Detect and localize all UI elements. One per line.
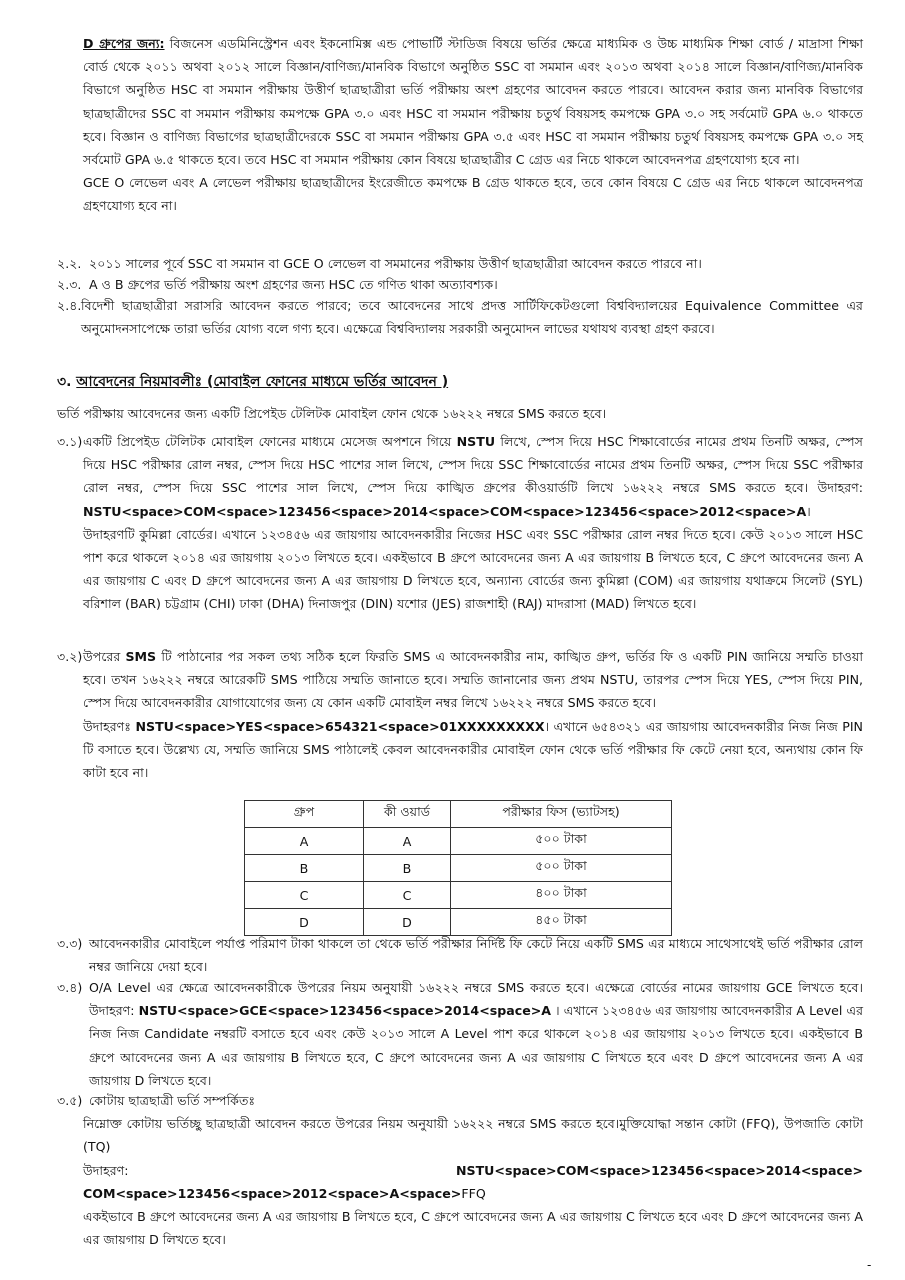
item-3-1-number: ৩.১)	[57, 434, 83, 449]
item-3-3-number: ৩.৩)	[57, 936, 83, 951]
fee-amount-cell: ৫০০ টাকা	[451, 855, 672, 882]
fee-group-cell: D	[245, 909, 364, 936]
item-3-2-example-label: উদাহরণঃ	[83, 718, 136, 734]
item-2-3-text: A ও B গ্রুপের ভর্তি পরীক্ষায় অংশ গ্রহণের জন্য HSC তে গণিত থাকা অত্যাবশ্যক।	[89, 277, 498, 292]
page-mark: -	[867, 1258, 872, 1272]
item-3-4-number: ৩.৪)	[57, 980, 83, 995]
item-3-5-example: NSTU<space>COM<space>123456<space>2014<space> COM<space>123456<space>2012<space>A<space>	[83, 1162, 863, 1201]
section-3-intro	[57, 402, 863, 425]
item-3-2-text-b: টি পাঠানোর পর সকল তথ্য সঠিক হলে ফিরতি SMS এ আবেদনকারীর নাম, কাঙ্খিত গ্রুপ, ভর্তির ফি ও একটি PIN জানিয়ে সম্মতি চাওয়া হবে। তখন ১৬২২২ নম্বরে আরেকটি SMS পাঠিয়ে সম্মতি জানাতে হবে। সম্মতি জানানোর জন্য প্রথম NSTU, তারপর স্পেস দিয়ে YES, স্পেস দিয়ে PIN, স্পেস দিয়ে আবেদনকারীর যোগাযোগের জন্য যে কোন একটি মোবাইল নম্বর লিখে ১৬২২২ নম্বরে SMS করতে হবে।	[83, 649, 863, 711]
item-3-2-text-a: উপরের	[83, 649, 126, 664]
item-3-3-text: আবেদনকারীর মোবাইলে পর্যাপ্ত পরিমাণ টাকা থাকলে তা থেকে ভর্তি পরীক্ষার নির্দিষ্ট ফি কেটে নিয়ে একটি SMS এর মাধ্যমে সাথেসাথেই ভর্তি পরীক্ষার রোল নম্বর জানিয়ে দেয়া হবে।	[89, 936, 863, 975]
item-3-2-text-c: । এখানে ৬৫৪৩২১ এর জায়গায় আবেদনকারীর নিজ নিজ PIN টি বসাতে হবে। উল্লেখ্য যে, সম্মতি জানিয়ে SMS পাঠালেই কেবল আবেদনকারীর মোবাইল ফোন থেকে ভর্তি পরীক্ষার ফি কেটে নেয়া হবে, অন্যথায় কোন ফি কাটা হবে না।	[83, 718, 863, 781]
fee-amount-cell: ৪৫০ টাকা	[451, 909, 672, 936]
section-3-number: ৩.	[57, 374, 72, 390]
item-2-3-number: ২.৩.	[57, 277, 82, 292]
table-row	[245, 828, 672, 855]
fee-amount-cell: ৪০০ টাকা	[451, 882, 672, 909]
item-3-3	[57, 932, 863, 978]
item-2-3	[57, 273, 863, 296]
item-3-1-example: NSTU<space>COM<space>123456<space>2014<space>COM<space>123456<space>2012<space>A	[83, 503, 807, 519]
item-3-1-nstu: NSTU	[456, 434, 496, 449]
item-2-2-text: ২০১১ সালের পূর্বে SSC বা সমমান বা GCE O লেভেল বা সমমানের পরীক্ষায় উত্তীর্ণ ছাত্রছাত্রীরা আবেদন করতে পারবে না।	[89, 256, 702, 271]
fee-amount-cell: ৫০০ টাকা	[451, 828, 672, 855]
item-3-2	[57, 645, 863, 784]
item-3-5-title: কোটায় ছাত্রছাত্রী ভর্তি সম্পর্কিতঃ	[89, 1093, 256, 1108]
item-3-1-text-a: একটি প্রিপেইড টেলিটক মোবাইল ফোনের মাধ্যমে মেসেজ অপশনে গিয়ে	[83, 434, 457, 449]
fee-table-header-fee: পরীক্ষার ফিস (ভ্যাটসহ)	[451, 801, 672, 828]
fee-table-header-keyword: কী ওয়ার্ড	[364, 801, 451, 828]
item-3-5	[57, 1089, 863, 1251]
item-3-2-number: ৩.২)	[57, 649, 83, 664]
item-3-5-example-label: উদাহরণ:	[83, 1162, 456, 1178]
item-2-4-text: বিদেশী ছাত্রছাত্রীরা সরাসরি আবেদন করতে পারবে; তবে আবেদনের সাথে প্রদত্ত সার্টিফিকেটগুলো বিশ্ববিদ্যালয়ের Equivalence Committee এর অনুমোদনসাপেক্ষে তারা ভর্তির যোগ্য বলে গণ্য হবে। এক্ষেত্রে বিশ্ববিদ্যালয় সরকারী অনুমোদন লাভের যথাযথ ব্যবস্থা গ্রহণ করবে।	[81, 298, 863, 337]
item-3-5-example-tail: FFQ	[461, 1185, 486, 1201]
section-3-heading	[57, 369, 448, 395]
item-3-1-text-b: লিখে, স্পেস দিয়ে HSC শিক্ষাবোর্ডের নামের প্রথম তিনটি অক্ষর, স্পেস দিয়ে HSC পরীক্ষার রোল নম্বর, স্পেস দিয়ে HSC পাশের সাল লিখে, স্পেস দিয়ে SSC শিক্ষাবোর্ডের নামের প্রথম তিনটি অক্ষর, স্পেস দিয়ে SSC পরীক্ষার রোল নম্বর, স্পেস দিয়ে SSC পাশের সাল লিখে, স্পেস দিয়ে কাঙ্খিত গ্রুপের কীওয়ার্ডটি লিখে ১৬২২২ নম্বরে SMS করতে হবে। উদাহরণ:	[83, 434, 863, 496]
fee-table	[244, 800, 672, 936]
fee-table-header-row	[245, 801, 672, 828]
item-3-1	[57, 430, 863, 616]
fee-table-header-group: গ্রুপ	[245, 801, 364, 828]
item-3-4	[57, 976, 863, 1092]
item-2-2	[57, 252, 863, 275]
group-d-paragraph	[83, 32, 863, 218]
item-3-2-example: NSTU<space>YES<space>654321<space>01XXXXXXXXX	[135, 718, 545, 734]
item-2-4	[57, 294, 863, 340]
group-d-label: D গ্রুপের জন্য:	[83, 36, 165, 51]
item-3-5-text-1: নিম্নোক্ত কোটায় ভর্তিচ্ছু ছাত্রছাত্রী আবেদন করতে উপরের নিয়ম অনুযায়ী ১৬২২২ নম্বরে SMS করতে হবে।মুক্তিযোদ্ধা সন্তান কোটা (FFQ), উপজাতি কোটা (TQ)	[83, 1116, 863, 1155]
fee-keyword-cell: D	[364, 909, 451, 936]
item-2-2-number: ২.২.	[57, 256, 82, 271]
item-3-1-text-c: । উদাহরণটি কুমিল্লা বোর্ডের। এখানে ১২৩৪৫৬ এর জায়গায় আবেদনকারীর নিজের HSC এবং SSC পরীক্ষার রোল নম্বর দিতে হবে। কেউ ২০১৩ সালে HSC পাশ করে থাকলে ২০১৪ এর জায়গায় ২০১৩ লিখতে হবে। একইভাবে B গ্রুপে আবেদনের জন্য A এর জায়গায় B লিখতে হবে, C গ্রুপে আবেদনের জন্য A এর জায়গায় C এবং D গ্রুপে আবেদনের জন্য A এর জায়গায় D লিখতে হবে, অন্যান্য বোর্ডের জন্য কুমিল্লা (COM) এর জায়গায় যথাক্রমে সিলেট (SYL) বরিশাল (BAR) চট্টগ্রাম (CHI) ঢাকা (DHA) দিনাজপুর (DIN) যশোর (JES) রাজশাহী (RAJ) মাদরাসা (MAD) লিখতে হবে।	[83, 503, 863, 612]
item-3-4-text-a: O/A Level এর ক্ষেত্রে আবেদনকারীকে উপরের নিয়ম অনুযায়ী ১৬২২২ নম্বরে SMS করতে হবে। এক্ষেত্রে বোর্ডের নামের জায়গায় GCE লিখতে হবে। উদাহরণ:	[89, 980, 863, 1019]
group-d-gce-text: GCE O লেভেল এবং A লেভেল পরীক্ষায় ছাত্রছাত্রীদের ইংরেজীতে কমপক্ষে B গ্রেড থাকতে হবে, তবে কোন বিষয়ে C গ্রেড এর নিচে থাকলে আবেদনপত্র গ্রহণযোগ্য হবে না।	[83, 175, 863, 214]
section-3-intro-text: ভর্তি পরীক্ষায় আবেদনের জন্য একটি প্রিপেইড টেলিটক মোবাইল ফোন থেকে ১৬২২২ নম্বরে SMS করতে হবে।	[57, 406, 607, 421]
item-3-5-number: ৩.৫)	[57, 1093, 83, 1108]
fee-group-cell: A	[245, 828, 364, 855]
fee-keyword-cell: A	[364, 828, 451, 855]
fee-group-cell: C	[245, 882, 364, 909]
fee-keyword-cell: B	[364, 855, 451, 882]
item-3-4-text-b: । এখানে ১২৩৪৫৬ এর জায়গায় আবেদনকারীর A Level এর নিজ নিজ Candidate নম্বরটি বসাতে হবে এবং কেউ ২০১৩ সালে A Level পাশ করে থাকলে ২০১৪ এর জায়গায় ২০১৩ লিখতে হবে। একইভাবে B গ্রুপে আবেদনের জন্য A এর জায়গায় B লিখতে হবে, C গ্রুপে আবেদনের জন্য A এর জায়গায় C লিখতে হবে এবং D গ্রুপে আবেদনের জন্য A এর জায়গায় D লিখতে হবে।	[89, 1003, 864, 1088]
item-2-4-number: ২.৪.	[57, 298, 82, 313]
table-row	[245, 855, 672, 882]
fee-keyword-cell: C	[364, 882, 451, 909]
section-3-title: আবেদনের নিয়মাবলীঃ (মোবাইল ফোনের মাধ্যমে ভর্তির আবেদন )	[76, 374, 449, 390]
fee-group-cell: B	[245, 855, 364, 882]
group-d-text: বিজনেস এডমিনিস্ট্রেশন এবং ইকনোমিক্স এন্ড পোভার্টি স্টাডিজ বিষয়ে ভর্তির ক্ষেত্রে মাধ্যমিক ও উচ্চ মাধ্যমিক শিক্ষা বোর্ড / মাদ্রাসা শিক্ষা বোর্ড থেকে ২০১১ অথবা ২০১২ সালে বিজ্ঞান/বাণিজ্য/মানবিক বিভাগে অনুষ্ঠিত SSC বা সমমান এবং ২০১৩ অথবা ২০১৪ সালে বিজ্ঞান/বাণিজ্য/মানবিক বিভাগে অনুষ্ঠিত HSC বা সমমান পরীক্ষায় উত্তীর্ণ ছাত্রছাত্রীরা ভর্তি পরীক্ষায় অংশ গ্রহণের আবেদন করতে পারবে। আবেদন করার জন্য মানবিক বিভাগের ছাত্রছাত্রীদের SSC বা সমমান পরীক্ষায় কমপক্ষে GPA ৩.০ এবং HSC বা সমমান পরীক্ষায় চতুর্থ বিষয়সহ কমপক্ষে GPA ৩.০ সহ সর্বমোট GPA ৬.০ থাকতে হবে। বিজ্ঞান ও বাণিজ্য বিভাগের ছাত্রছাত্রীদেরকে SSC বা সমমান পরীক্ষায় GPA ৩.৫ এবং HSC বা সমমান পরীক্ষায় চতুর্থ বিষয়সহ কমপক্ষে GPA ৩.০ সহ সর্বমোট GPA ৬.৫ থাকতে হবে। তবে HSC বা সমমান পরীক্ষায় কোন বিষয়ে ছাত্রছাত্রীর C গ্রেড এর নিচে থাকলে আবেদনপত্র গ্রহণযোগ্য হবে না।	[83, 36, 863, 168]
item-3-4-example: NSTU<space>GCE<space>123456<space>2014<space>A	[138, 1003, 552, 1019]
item-3-5-text-2: একইভাবে B গ্রুপে আবেদনের জন্য A এর জায়গায় B লিখতে হবে, C গ্রুপে আবেদনের জন্য A এর জায়গায় C লিখতে হবে এবং D গ্রুপে আবেদনের জন্য A এর জায়গায় D লিখতে হবে।	[83, 1209, 863, 1248]
item-3-2-sms: SMS	[125, 649, 157, 664]
table-row	[245, 882, 672, 909]
